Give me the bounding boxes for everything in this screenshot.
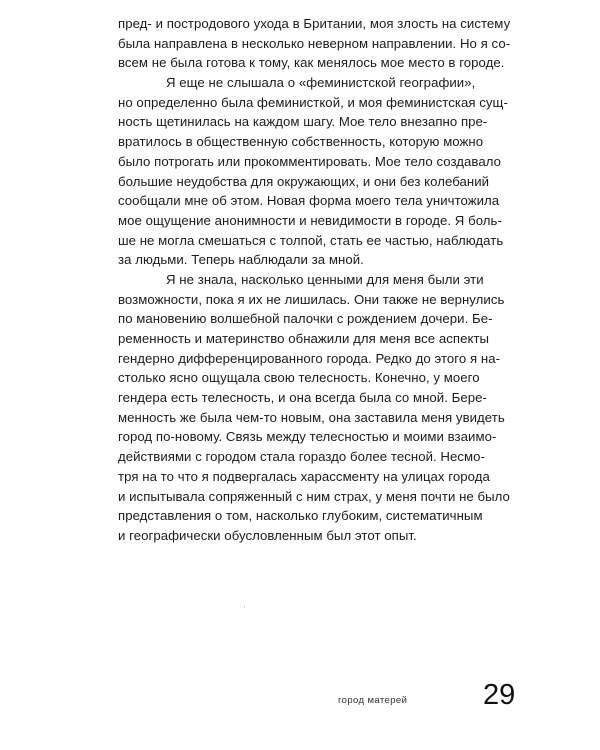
text-line: большие неудобства для окружающих, и они без колебаний [118, 173, 490, 189]
paragraph-first-line: Я не знала, насколько ценными для меня были эти [166, 271, 484, 287]
text-line: город по-новому. Связь между телесностью и моими взаимо- [118, 429, 497, 445]
paragraph-first-line: Я еще не слышала о «феминистской географии», [166, 75, 476, 91]
text-line: ше не могла смешаться с толпой, стать ее частью, наблюдать [118, 232, 504, 248]
text-line: была направлена в несколько неверном направлении. Но я со- [118, 35, 511, 51]
text-line: по мановению волшебной палочки с рождением дочери. Бе- [118, 311, 493, 327]
scan-speck [244, 606, 245, 608]
text-line: гендерно дифференцированного города. Редко до этого я на- [118, 350, 501, 366]
text-line: и географически обусловленным был этот опыт. [118, 527, 417, 543]
text-line: возможности, пока я их не лишилась. Они также не вернулись [118, 291, 505, 307]
text-line: ность щетинилась на каждом шагу. Мое тело внезапно пре- [118, 114, 488, 130]
text-line: сообщали мне об этом. Новая форма моего тела уничтожила [118, 193, 500, 209]
text-line: ременность и материнство обнажили для меня все аспекты [118, 331, 490, 346]
text-line: вратилось в общественную собственность, которую можно [118, 134, 484, 150]
text-line: за людьми. Теперь наблюдали за мной. [118, 252, 364, 268]
text-line: мое ощущение анонимности и невидимости в городе. Я боль- [118, 212, 502, 228]
text-line: действиями с городом стала гораздо более тесной. Несмо- [118, 449, 485, 465]
text-line: всем не была готова к тому, как менялось мое место в городе. [118, 55, 505, 71]
text-line: столько ясно ощущала свою телесность. Конечно, у моего [118, 370, 480, 386]
text-line: тря на то что я подвергалась харассменту на улицах города [118, 468, 490, 484]
running-title: город матерей [338, 695, 408, 706]
text-line: менность же была чем-то новым, она заставила меня увидеть [118, 409, 505, 425]
text-line: и испытывала сопряженный с ним страх, у меня почти не было [118, 488, 510, 504]
text-line: но определенно была феминисткой, и моя феминистская сущ- [118, 94, 508, 110]
text-line: представления о том, насколько глубоким, систематичным [118, 508, 483, 524]
text-line: пред- и постродового ухода в Британии, моя злость на систему [118, 16, 511, 31]
text-line: было потрогать или прокомментировать. Мое тело создавало [118, 153, 502, 169]
text-line: гендера есть телесность, и она всегда была со мной. Бере- [118, 390, 487, 406]
body-text [118, 14, 518, 546]
page-number: 29 [483, 679, 516, 711]
